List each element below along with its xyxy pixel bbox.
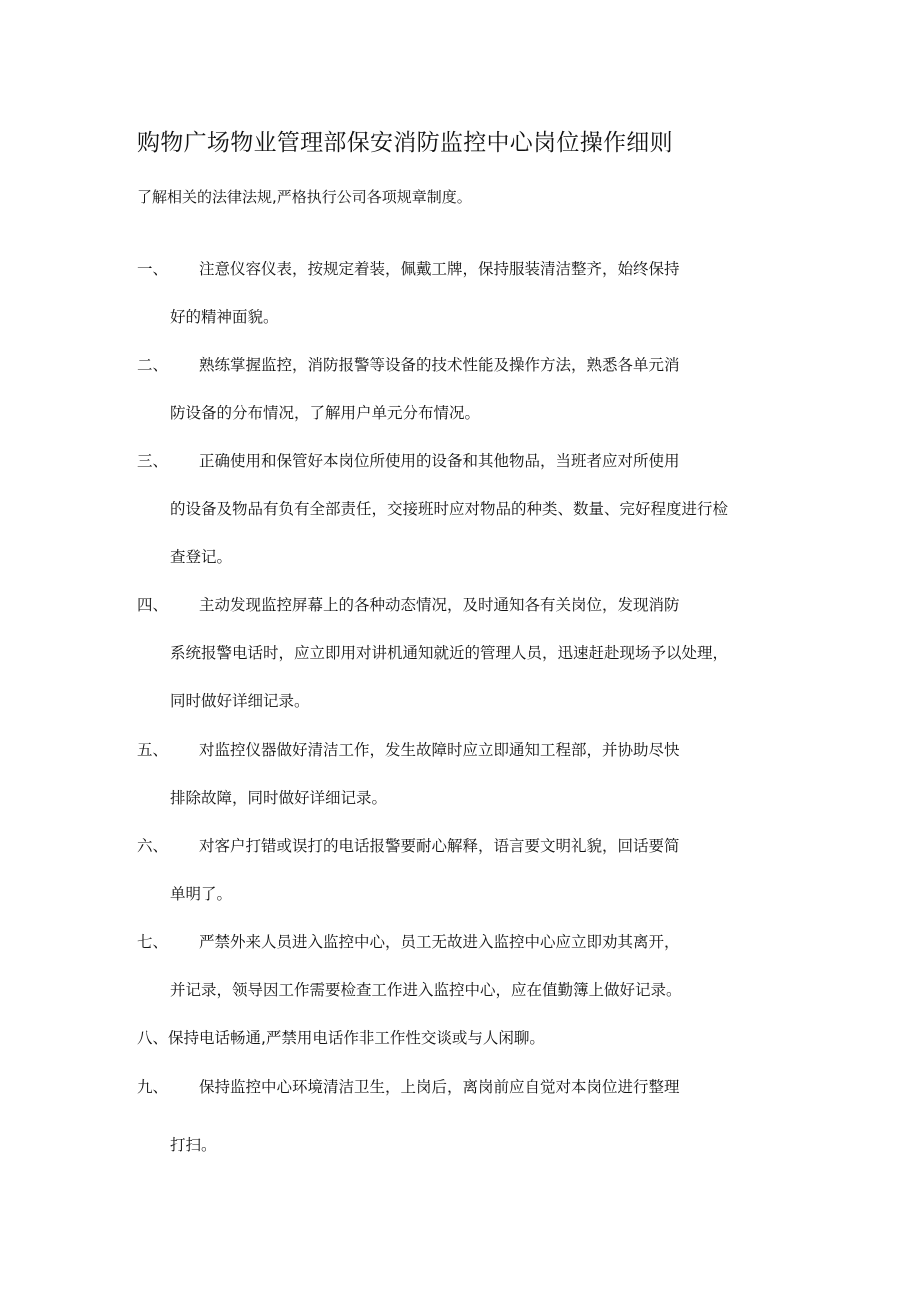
item-7-line-2: 并记录，领导因工作需要检查工作进入监控中心，应在值勤簿上做好记录。	[170, 981, 682, 999]
item-5-line-2: 排除故障，同时做好详细记录。	[170, 789, 388, 807]
intro-paragraph: 了解相关的法律法规,严格执行公司各项规章制度。	[137, 188, 472, 206]
item-4-line-3: 同时做好详细记录。	[170, 692, 310, 710]
item-6-line-2: 单明了。	[170, 885, 233, 903]
item-8-line: 八、保持电话畅通,严禁用电话作非工作性交谈或与人闲聊。	[137, 1029, 545, 1047]
item-2-line-1: 熟练掌握监控，消防报警等设备的技术性能及操作方法，熟悉各单元消	[199, 356, 680, 374]
item-7-line-1: 严禁外来人员进入监控中心，员工无故进入监控中心应立即劝其离开，	[199, 933, 680, 951]
item-2-number: 二、	[137, 356, 169, 374]
item-7-number: 七、	[137, 933, 169, 951]
item-9-number: 九、	[137, 1078, 169, 1096]
item-4-number: 四、	[137, 596, 169, 614]
item-1-line-2: 好的精神面貌。	[170, 308, 279, 326]
item-3-line-3: 查登记。	[170, 548, 233, 566]
item-6-line-1: 对客户打错或误打的电话报警要耐心解释，语言要文明礼貌，回话要简	[199, 837, 680, 855]
item-3-number: 三、	[137, 452, 169, 470]
item-3-line-1: 正确使用和保管好本岗位所使用的设备和其他物品，当班者应对所使用	[199, 452, 680, 470]
item-6-number: 六、	[137, 837, 169, 855]
item-1-number: 一、	[137, 260, 169, 278]
item-9-line-2: 打扫。	[170, 1136, 217, 1154]
item-2-line-2: 防设备的分布情况，了解用户单元分布情况。	[170, 404, 481, 422]
item-3-line-2: 的设备及物品有负有全部责任，交接班时应对物品的种类、数量、完好程度进行检	[170, 500, 729, 518]
item-4-line-1: 主动发现监控屏幕上的各种动态情况，及时通知各有关岗位，发现消防	[199, 596, 680, 614]
page-title: 购物广场物业管理部保安消防监控中心岗位操作细则	[137, 130, 673, 156]
item-9-line-1: 保持监控中心环境清洁卫生，上岗后，离岗前应自觉对本岗位进行整理	[199, 1078, 680, 1096]
item-1-line-1: 注意仪容仪表，按规定着装，佩戴工牌，保持服装清洁整齐，始终保持	[199, 260, 680, 278]
item-5-number: 五、	[137, 741, 169, 759]
item-5-line-1: 对监控仪器做好清洁工作，发生故障时应立即通知工程部，并协助尽快	[199, 741, 680, 759]
item-4-line-2: 系统报警电话时，应立即用对讲机通知就近的管理人员，迅速赶赴现场予以处理，	[170, 644, 729, 662]
